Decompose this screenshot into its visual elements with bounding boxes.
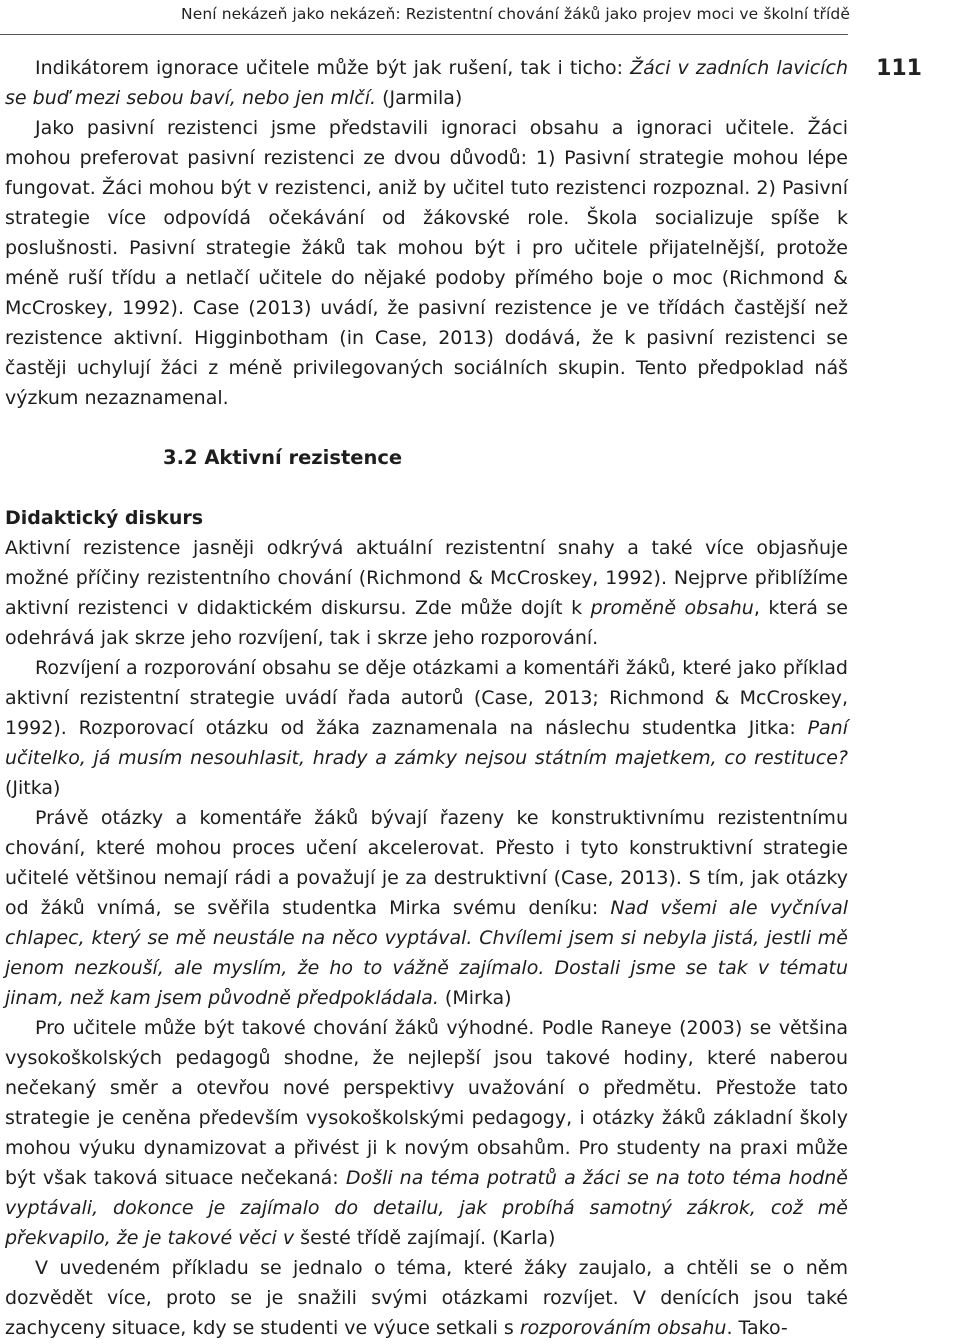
paragraph-uvedeny-priklad	[5, 1253, 848, 1343]
running-header: Není nekázeň jako nekázeň: Rezistentní chování žáků jako projev moci ve školní třídě	[181, 5, 850, 23]
quote-attribution: (Mirka)	[438, 987, 512, 1009]
quote-jarmila: Žáci v zadních lavicích se buď mezi sebou baví, nebo jen mlčí.	[5, 57, 848, 109]
emphasis-promena-obsahu: proměně obsahu	[590, 597, 754, 619]
paragraph-text: , která se odehrává jak skrze jeho rozvíjení, tak i skrze jeho rozporování.	[5, 597, 849, 649]
paragraph-rozvijeni	[5, 653, 848, 803]
sub-heading: Didaktický diskurs	[5, 507, 204, 529]
body-text	[5, 53, 848, 1343]
paragraph-pasivni-rezistence: Jako pasivní rezistenci jsme představili ignoraci obsahu a ignoraci učitele. Žáci mohou preferovat pasivní rezistenci ze dvou důvodů: 1) Pasivní strategie mohou lépe fungovat. Žáci mohou být v rezistenci, aniž by učitel tuto rezistenci rozpoznal. 2) Pasivní strategie více odpovídá očekávání od žákovské role. Škola socializuje spíše k poslušnosti. Pasivní strategie žáků tak mohou být i pro učitele přijatelnější, protože méně ruší třídu a netlačí učitele do nějaké podoby přímého boje o moc (Richmond & McCroskey, 1992). Case (2013) uvádí, že pasivní rezistence je ve třídách častější než rezistence aktivní. Higginbotham (in Case, 2013) dodává, že k pasivní rezistenci se častěji uchylují žáci z méně privilegovaných sociálních skupin. Tento předpoklad náš výzkum nezaznamenal.	[5, 117, 848, 409]
quote-jitka: Paní učitelko, já musím nesouhlasit, hrady a zámky nejsou státním majetkem, co restituce?	[5, 717, 848, 769]
paragraph-vyhodne-chovani	[5, 1013, 848, 1253]
paragraph-text: Aktivní rezistence jasněji odkrývá aktuální rezistentní snahy a také více objasňuje možné příčiny rezistentního chování (Richmond & McCroskey, 1992). Nejprve přiblížíme aktivní rezistenci v didaktickém diskursu. Zde může dojít k	[5, 537, 848, 619]
quote-mirka: Nad všemi ale vyčníval chlapec, který se mě neustále na něco vyptával. Chvílemi jsem si nebyla jistá, jestli mě jenom nezkouší, ale myslím, že ho to vážně zajímalo. Dostali jsme se tak v tématu jinam, než kam jsem původně předpokládala.	[5, 897, 849, 1009]
quote-attribution: šesté třídě zajímají. (Karla)	[294, 1227, 556, 1249]
paragraph-text: Pro učitele může být takové chování žáků výhodné. Podle Raneye (2003) se většina vysokoškolských pedagogů shodne, že nejlepší jsou takové hodiny, které naberou nečekaný směr a otevřou nové perspektivy uvažování o předmětu. Přestože tato strategie je ceněna především vysokoškolskými pedagogy, i otázky žáků základní školy mohou výuku dynamizovat a přivést ji k novým obsahům. Pro studenty na praxi může být však taková situace nečekaná:	[5, 1017, 848, 1189]
emphasis-rozporovani-obsahu: rozporováním obsahu	[519, 1317, 727, 1339]
page-number: 111	[876, 56, 922, 81]
quote-attribution: (Jarmila)	[376, 87, 463, 109]
paragraph-text: Právě otázky a komentáře žáků bývají řazeny ke konstruktivnímu rezistentnímu chování, které mohou proces učení akcelerovat. Přesto i tyto konstruktivní strategie učitelé většinou nemají rádi a považují je za destruktivní (Case, 2013). S tím, jak otázky od žáků vnímá, se svěřila studentka Mirka svému deníku:	[5, 807, 848, 919]
header-rule	[0, 34, 848, 35]
quote-attribution: (Jitka)	[5, 777, 61, 799]
paragraph-text: Indikátorem ignorace učitele může být jak rušení, tak i ticho:	[35, 57, 631, 79]
section-heading: 3.2 Aktivní rezistence	[163, 446, 403, 469]
paragraph-aktivni-rezistence	[5, 533, 848, 653]
paragraph-text: V uvedeném příkladu se jednalo o téma, které žáky zaujalo, a chtěli se o něm dozvědět více, proto se je snažili svými otázkami rozvíjet. V denících jsou také zachyceny situace, kdy se studenti ve výuce setkali s	[5, 1257, 848, 1339]
paragraph-ignorace	[5, 53, 848, 113]
paragraph-otazky-komentare	[5, 803, 848, 1013]
paragraph-text: . Tako-	[726, 1317, 788, 1339]
quote-karla: Došli na téma potratů a žáci se na toto téma hodně vyptávali, dokonce je zajímalo do detailu, jak probíhá samotný zákrok, což mě překvapilo, že je takové věci v	[5, 1167, 848, 1249]
paragraph-text: Rozvíjení a rozporování obsahu se děje otázkami a komentáři žáků, které jako příklad aktivní rezistentní strategie uvádí řada autorů (Case, 2013; Richmond & McCroskey, 1992). Rozporovací otázku od žáka zaznamenala na náslechu studentka Jitka:	[5, 657, 848, 739]
